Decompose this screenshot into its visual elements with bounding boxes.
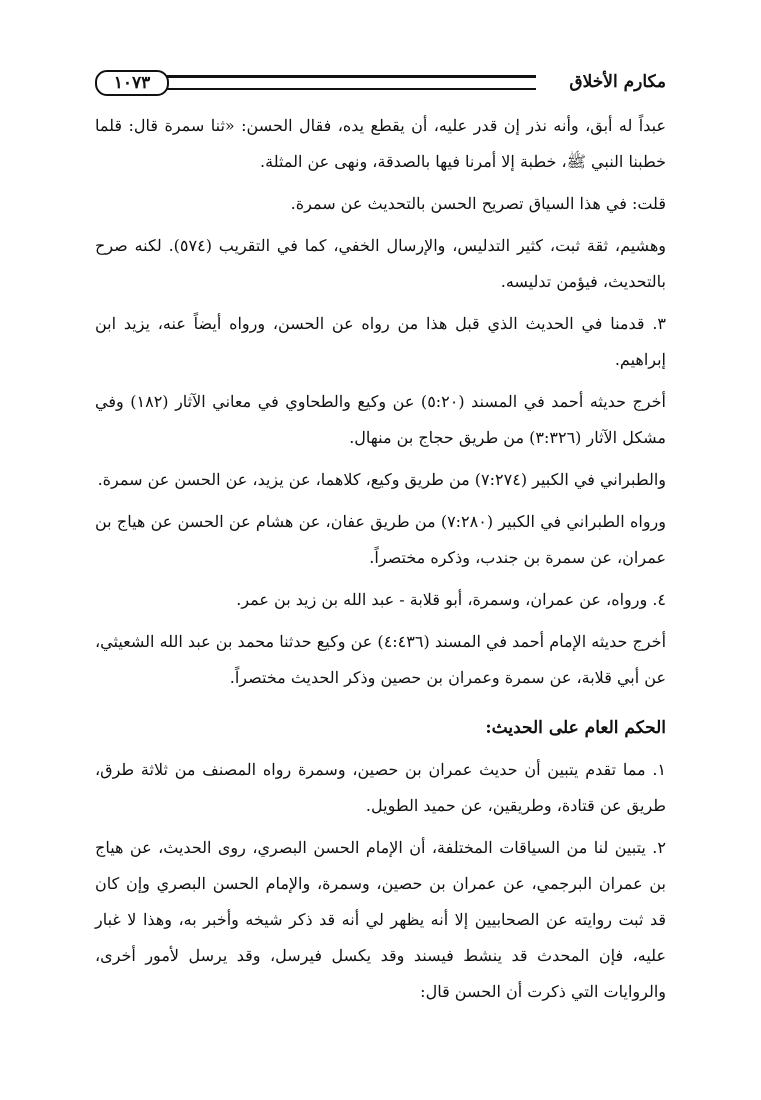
page-number: ١٠٧٣ (95, 70, 169, 96)
header-rule (167, 75, 536, 90)
paragraph: والطبراني في الكبير (٧:٢٧٤) من طريق وكيع، كلاهما، عن يزيد، عن الحسن عن سمرة. (97, 470, 666, 489)
paragraph: ورواه الطبراني في الكبير (٧:٢٨٠) من طريق عفان، عن هشام عن الحسن عن هياج بن عمران، عن سمرة بن جندب، وذكره مختصراً. (95, 512, 666, 567)
running-title: مكارم الأخلاق (569, 72, 666, 92)
paragraph: وهشيم، ثقة ثبت، كثير التدليس، والإرسال الخفي، كما في التقريب (٥٧٤). لكنه صرح بالتحديث، فيؤمن تدليسه. (95, 236, 666, 291)
paragraph: ٢. يتبين لنا من السياقات المختلفة، أن الإمام الحسن البصري، روى الحديث، عن هياج بن عمران البرجمي، عن عمران بن حصين، وسمرة، والإمام الحسن البصري وإن كان قد ثبت روايته عن الصحابيين إلا أنه يظهر لي أنه قد ذكر شيخه وأخبر به، وهذا لا غبار عليه، فإن المحدث قد ينشط فيسند وقد يكسل فيرسل، وقد يرسل لأمور أخرى، والروايات التي ذكرت أن الحسن قال: (95, 838, 666, 1001)
paragraph: عبداً له أبق، وأنه نذر إن قدر عليه، أن يقطع يده، فقال الحسن: «ثنا سمرة قال: قلما خطبنا النبي ﷺ، خطبة إلا أمرنا فيها بالصدقة، ونهى عن المثلة. (95, 116, 666, 171)
paragraph: ٤. ورواه، عن عمران، وسمرة، أبو قلابة - عبد الله بن زيد بن عمر. (236, 590, 666, 609)
paragraph: ١. مما تقدم يتبين أن حديث عمران بن حصين، وسمرة رواه المصنف من ثلاثة طرق، طريق عن قتادة، وطريقين، عن حميد الطويل. (95, 760, 667, 815)
section-heading: الحكم العام على الحديث: (485, 718, 666, 738)
paragraph: ٣. قدمنا في الحديث الذي قبل هذا من رواه عن الحسن، ورواه أيضاً عنه، يزيد ابن إبراهيم. (95, 314, 666, 369)
page-header (95, 66, 666, 102)
page-body (95, 108, 666, 1016)
paragraph: أخرج حديثه أحمد في المسند (٥:٢٠) عن وكيع والطحاوي في معاني الآثار (١٨٢) وفي مشكل الآثار (٣:٣٢٦) من طريق حجاج بن منهال. (95, 392, 667, 447)
paragraph: قلت: في هذا السياق تصريح الحسن بالتحديث عن سمرة. (290, 194, 666, 213)
paragraph: أخرج حديثه الإمام أحمد في المسند (٤:٤٣٦) عن وكيع حدثنا محمد بن عبد الله الشعيثي، عن أبي قلابة، عن سمرة وعمران بن حصين وذكر الحديث مختصراً. (95, 632, 667, 687)
